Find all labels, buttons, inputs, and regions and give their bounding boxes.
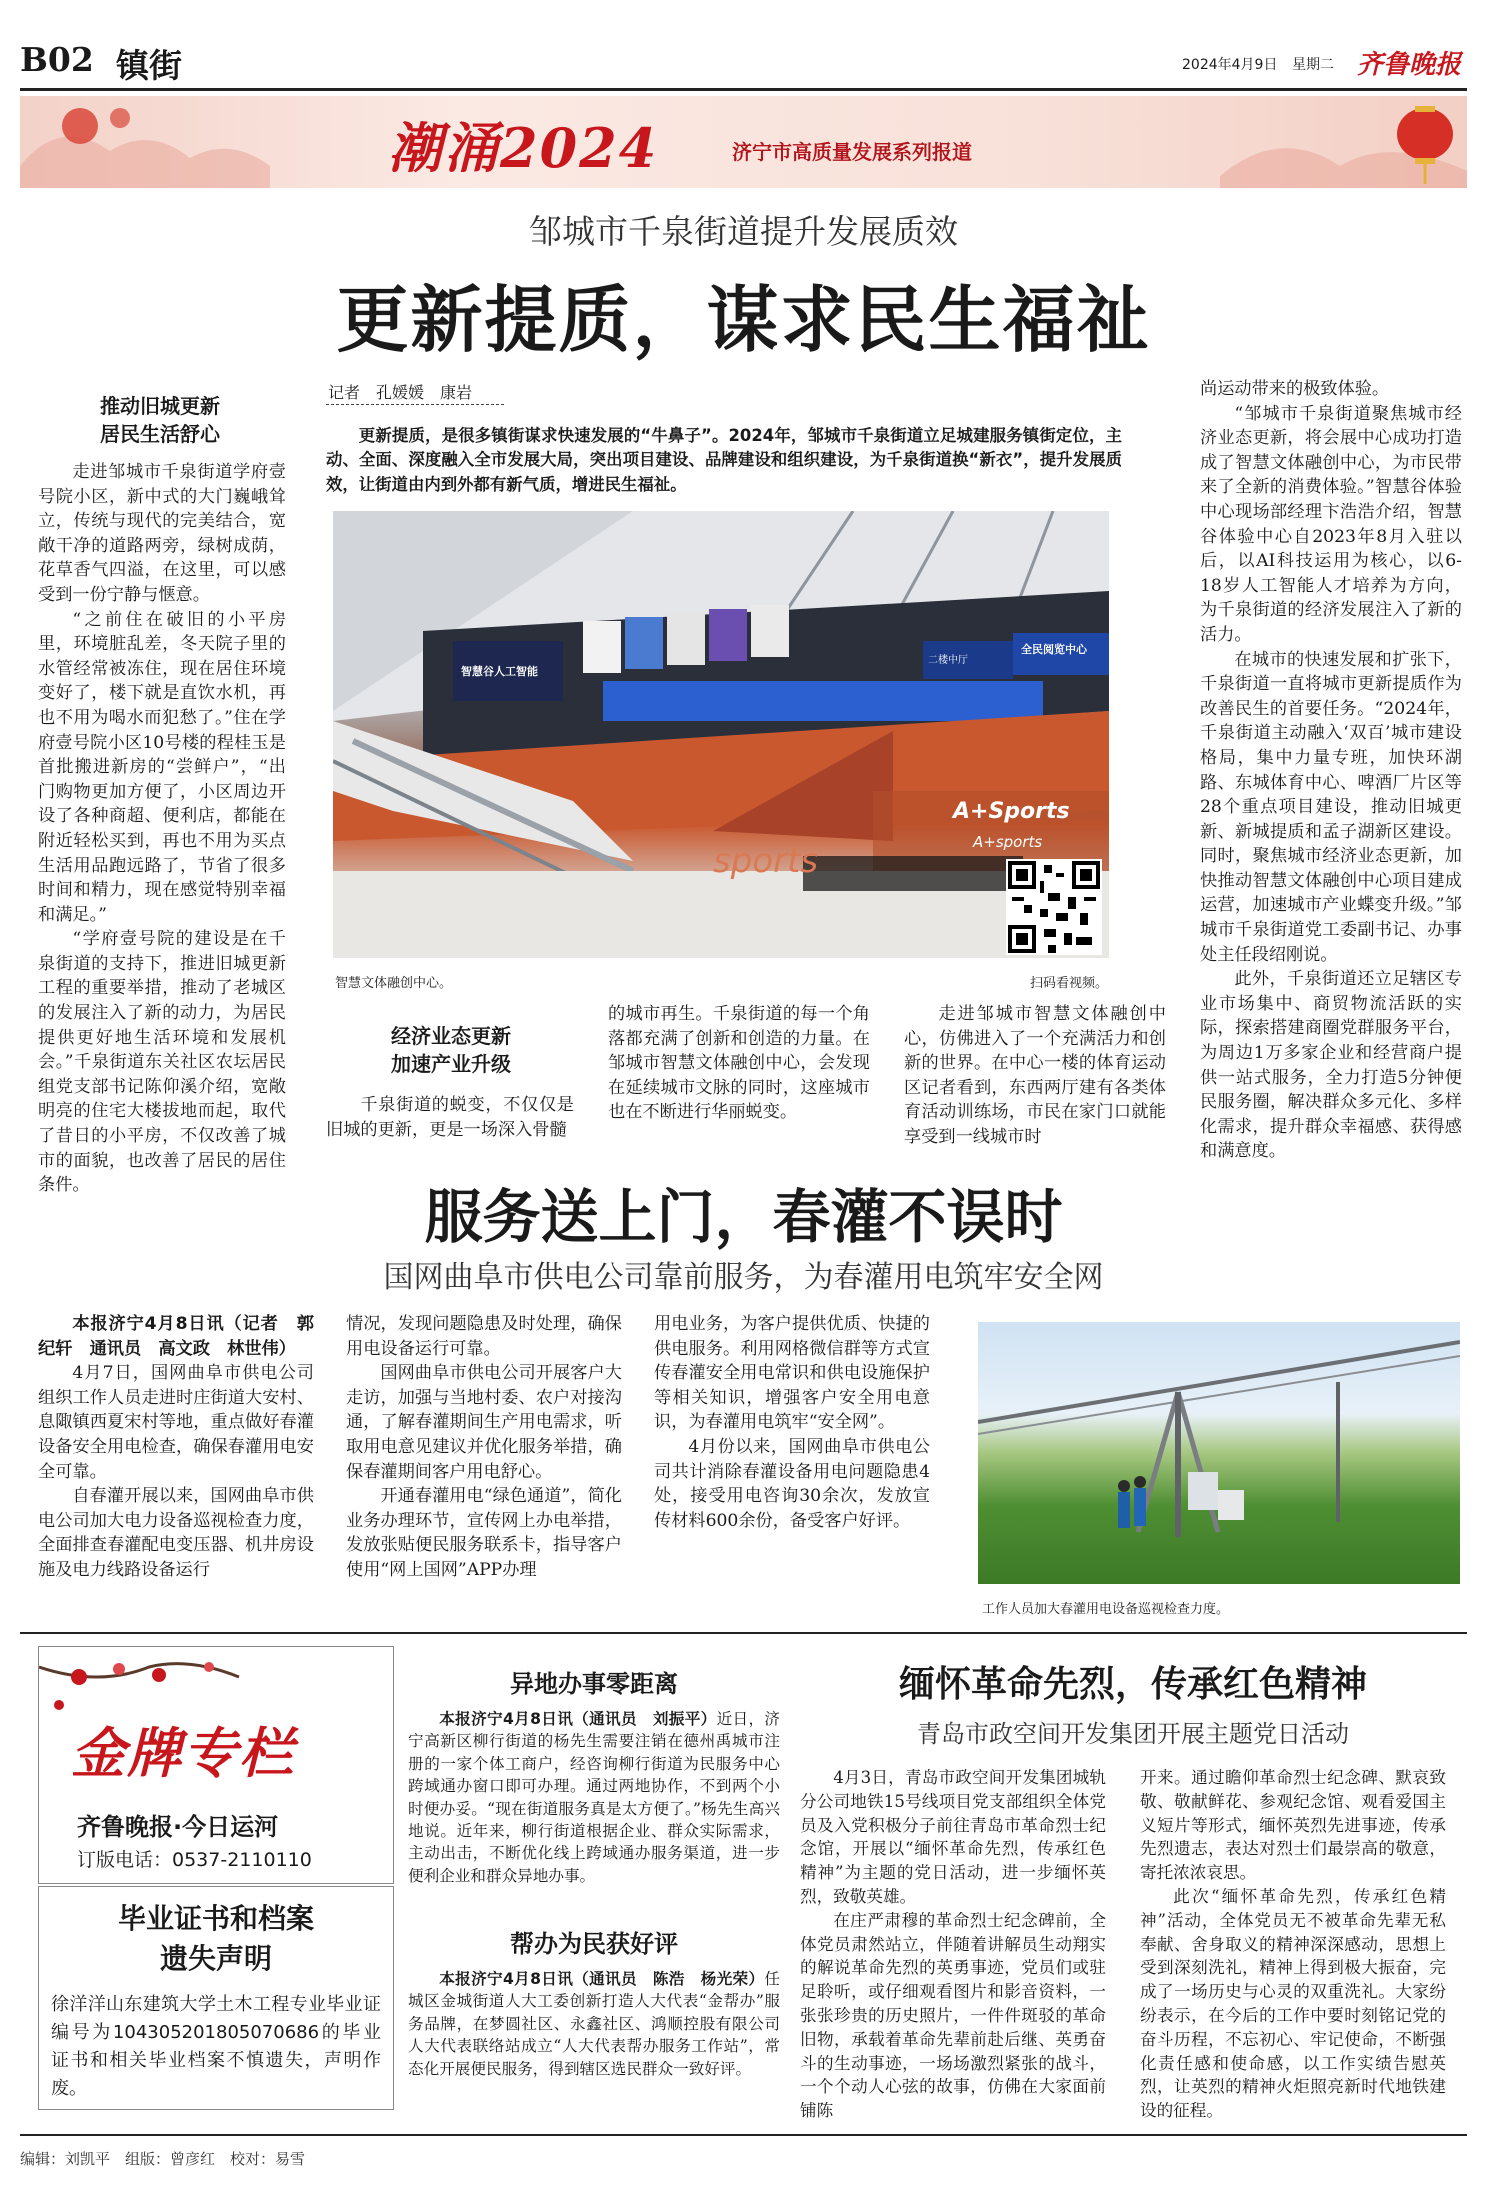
irrigation-illustration [978,1322,1460,1584]
lead-col2-body [326,1093,574,1142]
lead-kicker: 邹城市千泉街道提升发展质效 [529,212,958,251]
paragraph: 开来。通过瞻仰革命烈士纪念碑、默哀致敬、敬献鲜花、参观纪念馆、观看爱国主义短片等形式，缅怀英烈先进事迹，传承先烈遗志，表达对烈士们最崇高的敬意，寄托浓浓哀思。 [1140,1768,1446,1883]
ad-brand: 齐鲁晚报·今日运河 [77,1813,279,1841]
footer-rule [20,2134,1467,2136]
story2-photo-caption: 工作人员加大春灌用电设备巡视检查力度。 [982,1602,1230,1617]
lead-byline: 记者 孔媛媛 康岩 [328,383,473,402]
qr-code-icon [1008,861,1100,953]
story2-photo [978,1322,1460,1584]
paragraph: 尚运动带来的极致体验。 [1200,379,1390,399]
lost-notice-box [38,1886,394,2110]
ad-column-title: 金牌专栏 [71,1721,295,1785]
atrium-illustration [333,511,1109,958]
banner-subtitle: 济宁市高质量发展系列报道 [732,140,972,164]
paragraph: 此外，千泉街道还立足辖区专业市场集中、商贸物流活跃的实际，探索搭建商圈党群服务平台，为周边1万多家企业和经营商户提供一站式服务，全力打造5分钟便民服务圈，解决群众多元化、多样化需求，提升群众幸福感、获得感和满意度。 [1200,969,1462,1162]
brief1-title: 异地办事零距离 [510,1670,678,1698]
story3-subheadline: 青岛市政空间开发集团开展主题党日活动 [917,1720,1349,1748]
story3-col2 [1140,1766,1446,2123]
paragraph: 的城市再生。千泉街道的每一个角落都充满了创新和创造的力量。在邹城市智慧文体融创中心，会发现在延续城市文脉的同时，这座城市也在不断进行华丽蜕变。 [608,1004,870,1123]
sign-sports: A+Sports [953,799,1070,824]
cloud-ornament-left [20,96,350,188]
paragraph: “之前住在破旧的小平房里，环境脏乱差，冬天院子里的水管经常被冻住，现在居住环境变好了，楼下就是直饮水机，再也不用为喝水而犯愁了。”住在学府壹号院小区10号楼的程桂玉是首批搬进新房的“尝鲜户”，“出门购物更加方便了，小区周边开设了各种商超、便利店，都能在附近轻松买到，再也不用为买点生活用品跑远路了，节省了很多时间和精力，现在感觉特别幸福和满足。” [38,609,286,925]
header-rule [20,88,1467,91]
banner-title: 潮涌2024 [388,116,659,180]
paragraph: 4月3日，青岛市政空间开发集团城轨分公司地铁15号线项目党支部组织全体党员及入党积极分子前往青岛市革命烈士纪念馆，开展以“缅怀革命先烈，传承红色精神”为主题的党日活动，进一步缅怀英烈，致敬英雄。 [800,1768,1106,1906]
paragraph: 4月7日，国网曲阜市供电公司组织工作人员走进时庄街道大安村、息陬镇西夏宋村等地，重点做好春灌设备安全用电检查，确保春灌用电安全可靠。 [38,1363,314,1482]
paragraph: 在庄严肃穆的革命烈士纪念碑前，全体党员肃然站立，伴随着讲解员生动翔实的解说革命先烈的英勇事迹，党员们或驻足聆听，或仔细观看图片和影音资料，一张张珍贵的历史照片，一件件斑驳的革命旧物，承载着革命先辈前赴后继、英勇奋斗的生动事迹，一场场激烈紧张的战斗，一个个动人心弦的故事，仿佛在大家面前铺陈 [800,1910,1106,2121]
brief2-content: 任城区金城街道人大工委创新打造人大代表“金帮办”服务品牌，在梦圆社区、永鑫社区、鸿顺控股有限公司人大代表联络站成立“人大代表帮办服务工作站”，常态化开展便民服务，得到辖区选民群众一致好评。 [408,1970,780,2078]
brief2-text [408,1968,780,2080]
lead-intro [326,424,1122,497]
story2-headline: 服务送上门，春灌不误时 [424,1183,1063,1251]
brief1-content: 近日，济宁高新区柳行街道的杨先生需要注销在德州禹城市注册的一家个体工商户，经咨询柳行街道为民服务中心跨域通办窗口即可办理。通过两地协作，不到两个小时便办妥。“现在街道服务真是太方便了。”杨先生高兴地说。近年来，柳行街道根据企业、群众实际需求，主动出击，不断优化线上跨域通办服务渠道，进一步便利企业和群众异地办事。 [408,1710,780,1885]
sign-ai: 智慧谷人工智能 [461,665,538,678]
lead-col1-body [38,460,286,1198]
ad-phone: 订版电话：0537-2110110 [77,1849,312,1871]
brief1-body [408,1708,780,1887]
sign-second-floor: 二楼中厅 [928,655,968,666]
story3-col1 [800,1766,1106,2123]
story3-headline: 缅怀革命先烈，传承红色精神 [898,1663,1367,1705]
page-header [20,40,1467,86]
paragraph: 4月份以来，国网曲阜市供电公司共计消除春灌设备用电问题隐患4处，接受用电咨询30余次，发放宣传材料600余份，备受客户好评。 [654,1436,930,1531]
sign-reading: 全民阅览中心 [1021,643,1087,656]
ad-column-box [38,1646,394,1884]
paragraph: 千泉街道的蜕变，不仅仅是旧城的更新，更是一场深入骨髓 [326,1095,574,1140]
lead-photo-caption: 智慧文体融创中心。 [335,976,453,991]
story2-col3 [654,1312,930,1533]
issue-weekday: 星期二 [1292,57,1334,73]
paper-logo: 齐鲁晚报 [1357,50,1462,80]
brief1-dateline: 本报济宁4月8日讯（通讯员 刘振平） [439,1710,717,1728]
paragraph: 走进邹城市智慧文体融创中心，仿佛进入了一个充满活力和创新的世界。在中心一楼的体育运动区记者看到，东西两厅建有各类体育活动训练场，市民在家门口就能享受到一线城市时 [904,1004,1166,1147]
story2-col2 [346,1312,622,1583]
paragraph: 走进邹城市千泉街道学府壹号院小区，新中式的大门巍峨耸立，传统与现代的完美结合，宽敞干净的道路两旁，绿树成荫，花草香气四溢，在这里，可以感受到一份宁静与惬意。 [38,462,286,605]
series-banner [20,96,1467,188]
dateline: 本报济宁4月8日讯（记者 郭纪轩 通讯员 高文政 林世伟） [38,1314,314,1359]
lead-headline: 更新提质，谋求民生福祉 [336,277,1151,362]
lantern-ornament-right [1220,96,1467,188]
paragraph: 用电业务，为客户提供优质、快捷的供电服务。利用网格微信群等方式宣传春灌安全用电常识和供电设施保护等相关知识，增强客户安全用电意识，为春灌用电筑牢“安全网”。 [654,1314,930,1433]
byline-rule [326,404,504,405]
lead-photo [333,511,1109,958]
lead-col4-body [904,1002,1166,1150]
brief2-dateline: 本报济宁4月8日讯（通讯员 陈浩 杨光荣） [439,1970,765,1988]
sign-sports-wall: sports [713,841,819,881]
paragraph: “邹城市千泉街道聚焦城市经济业态更新，将会展中心成功打造成了智慧文体融创中心，为市民带来了全新的消费体验。”智慧谷体验中心现场部经理卞浩浩介绍，智慧谷体验中心自2023年8月入驻以后，以AI科技运用为核心，以6-18岁人工智能人才培养为方向，为千泉街道的经济发展注入了新的活力。 [1200,403,1462,645]
paragraph: 此次“缅怀革命先烈，传承红色精神”活动，全体党员无不被革命先辈无私奉献、舍身取义的精神深深感动，思想上受到深刻洗礼，精神上得到极大振奋，完成了一场历史与心灵的双重洗礼。大家纷纷表示，在今后的工作中要时刻铭记党的奋斗历程，不忘初心、牢记使命，不断强化责任感和使命感，以工作实绩告慰英烈，让英烈的精神火炬照亮新时代地铁建设的征程。 [1140,1886,1446,2121]
section-rule [20,1632,1467,1634]
brief2-body [408,1968,780,2080]
section-name: 镇街 [116,46,182,85]
paragraph: 情况，发现问题隐患及时处理，确保用电设备运行可靠。 [346,1314,622,1359]
sign-sports-small: A+sports [973,833,1043,851]
issue-date: 2024年4月9日 [1182,57,1278,73]
footer-credits: 编辑：刘凯平 组版：曾彦红 校对：易雪 [20,2150,306,2168]
intro-paragraph: 更新提质，是很多镇街谋求快速发展的“牛鼻子”。2024年，邹城市千泉街道立足城建服务镇街定位，主动、全面、深度融入全市发展大局，突出项目建设、品牌建设和组织建设，为千泉街道换“新衣”，提升发展质效，让街道由内到外都有新气质，增进民生福祉。 [326,426,1122,494]
lead-col5-body [1200,377,1462,1164]
paragraph: 国网曲阜市供电公司开展客户大走访，加强与当地村委、农户对接沟通，了解春灌期间生产用电需求，听取用电意见建议并优化服务举措，确保春灌期间客户用电舒心。 [346,1363,622,1482]
paragraph: 自春灌开展以来，国网曲阜市供电公司加大电力设备巡视检查力度，全面排查春灌配电变压器、机井房设施及电力线路设备运行 [38,1486,314,1580]
page-code: B02 [20,40,94,79]
paragraph: 开通春灌用电“绿色通道”，简化业务办理环节，宣传网上办电举措，发放张贴便民服务联系卡，指导客户使用“网上国网”APP办理 [346,1486,622,1580]
story2-col1 [38,1312,314,1583]
lost-notice-body: 徐洋洋山东建筑大学土木工程专业毕业证编号为104305201805070686的毕业证书和相关毕业档案不慎遗失，声明作废。 [51,1994,381,2099]
paragraph: “学府壹号院的建设是在千泉街道的支持下，推进旧城更新工程的重要举措，推动了老城区的发展注入了新的动力，为居民提供更好地生活环境和发展机会。”千泉街道东关社区农坛居民组党支部书记陈仰溪介绍，宽敞明亮的住宅大楼拔地而起，取代了昔日的小平房，不仅改善了城市的面貌，也改善了居民的居住条件。 [38,929,286,1196]
story2-subheadline: 国网曲阜市供电公司靠前服务，为春灌用电筑牢安全网 [383,1260,1104,1295]
qr-code[interactable] [1006,859,1102,955]
col2-subhead: 经济业态更新 加速产业升级 [391,1024,511,1076]
lead-col3-body [608,1002,870,1125]
lost-notice-title: 毕业证书和档案 遗失声明 [117,1902,314,1975]
qr-caption: 扫码看视频。 [1030,976,1109,991]
brief1-text [408,1708,780,1887]
col1-subhead: 推动旧城更新 居民生活舒心 [100,394,220,446]
brief2-title: 帮办为民获好评 [510,1930,678,1958]
paragraph: 在城市的快速发展和扩张下，千泉街道一直将城市更新提质作为改善民生的首要任务。“2024年，千泉街道主动融入‘双百’城市建设格局，集中力量专班，加快环湖路、东城体育中心、啤酒厂片区等28个重点项目建设，推动旧城更新、新城提质和孟子湖新区建设。同时，聚焦城市经济业态更新，加快推动智慧文体融创中心项目建成运营，加速城市产业蝶变升级。”邹城市千泉街道党工委副书记、办事处主任段绍刚说。 [1200,649,1462,965]
